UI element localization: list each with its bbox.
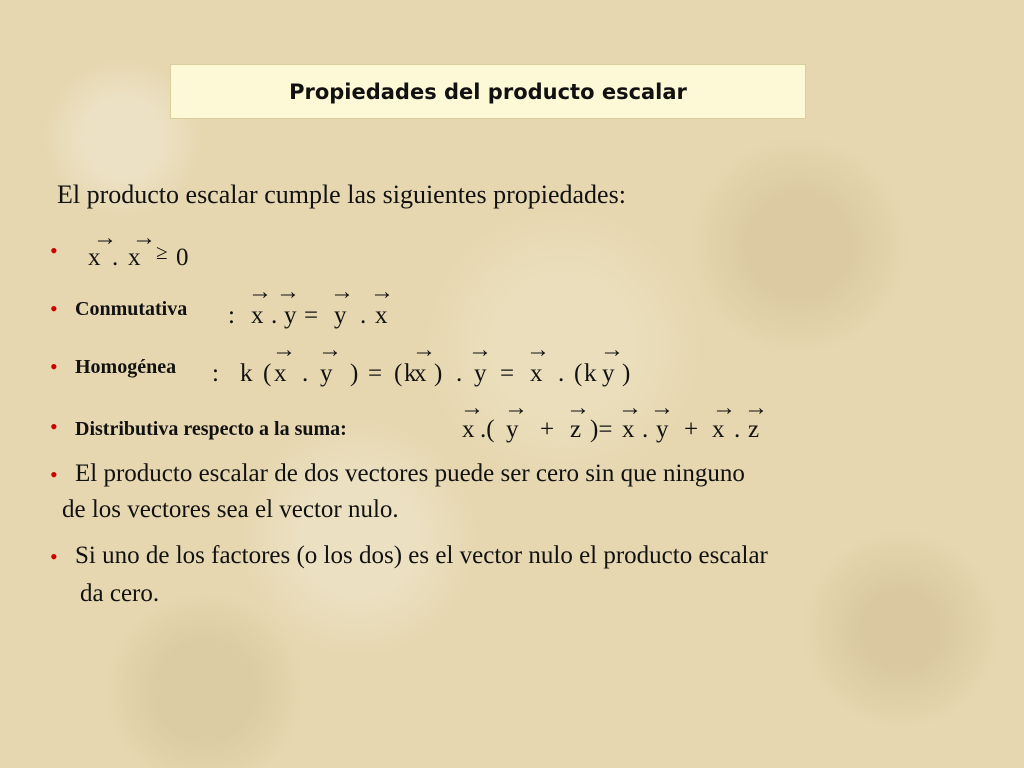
math-geq: ≥	[156, 240, 168, 264]
vector-arrow-icon: →	[468, 337, 492, 363]
slide-title: Propiedades del producto escalar	[289, 79, 687, 104]
vector-arrow-icon: →	[712, 395, 736, 421]
math-var-x: x	[251, 302, 264, 329]
math-scalar-k: k	[404, 360, 417, 387]
bullet-icon: •	[50, 296, 58, 321]
vector-arrow-icon: →	[744, 395, 768, 421]
vector-arrow-icon: →	[618, 395, 642, 421]
math-paren: (	[394, 360, 403, 387]
math-var-x: x	[128, 244, 141, 271]
math-var-y: y	[334, 302, 347, 329]
null-vector-line1: Si uno de los factores (o los dos) es el vector nulo el producto escalar	[75, 542, 768, 569]
math-paren: (	[574, 360, 583, 387]
vector-arrow-icon: →	[132, 225, 156, 251]
math-var-z: z	[570, 416, 582, 443]
math-zero: 0	[176, 244, 189, 271]
math-var-x: x	[462, 416, 475, 443]
math-scalar-k: k	[240, 360, 253, 387]
math-var-y: y	[320, 360, 333, 387]
math-paren-equals: )=	[590, 416, 613, 443]
vector-arrow-icon: →	[566, 395, 590, 421]
math-dot: .	[642, 416, 649, 443]
vector-arrow-icon: →	[600, 337, 624, 363]
math-colon: :	[212, 360, 219, 387]
vector-arrow-icon: →	[650, 395, 674, 421]
math-paren: )	[622, 360, 631, 387]
label-distributiva: Distributiva respecto a la suma:	[75, 418, 347, 440]
math-var-x: x	[274, 360, 287, 387]
math-colon: :	[228, 302, 235, 329]
math-dot: .	[302, 360, 309, 387]
math-var-y: y	[656, 416, 669, 443]
vector-arrow-icon: →	[526, 337, 550, 363]
vector-arrow-icon: →	[412, 337, 436, 363]
vector-arrow-icon: →	[248, 279, 272, 305]
math-var-y: y	[506, 416, 519, 443]
math-var-x: x	[88, 244, 101, 271]
math-dot: .	[734, 416, 741, 443]
math-dot: .	[360, 302, 367, 329]
math-plus: +	[684, 416, 699, 443]
bullet-icon: •	[50, 414, 58, 439]
math-plus: +	[540, 416, 555, 443]
math-equals: =	[304, 302, 319, 329]
vector-arrow-icon: →	[504, 395, 528, 421]
math-dot-paren: .(	[480, 416, 495, 443]
vector-arrow-icon: →	[330, 279, 354, 305]
vector-arrow-icon: →	[276, 279, 300, 305]
null-vector-line2: da cero.	[80, 580, 160, 607]
math-paren: )	[434, 360, 443, 387]
math-var-z: z	[748, 416, 760, 443]
vector-arrow-icon: →	[318, 337, 342, 363]
bullet-icon: •	[50, 544, 58, 569]
math-var-y: y	[474, 360, 487, 387]
math-var-x: x	[530, 360, 543, 387]
label-homogenea: Homogénea	[75, 356, 177, 378]
bullet-icon: •	[50, 462, 58, 487]
math-dot: .	[271, 302, 278, 329]
math-var-y: y	[284, 302, 297, 329]
vector-arrow-icon: →	[93, 225, 117, 251]
bullet-icon: •	[50, 238, 58, 263]
math-paren: )	[350, 360, 359, 387]
math-equals: =	[368, 360, 383, 387]
zero-product-line1: El producto escalar de dos vectores puede ser cero sin que ninguno	[75, 460, 745, 487]
vector-arrow-icon: →	[460, 395, 484, 421]
math-equals: =	[500, 360, 515, 387]
zero-product-line2: de los vectores sea el vector nulo.	[62, 496, 399, 523]
math-var-x: x	[414, 360, 427, 387]
math-var-x: x	[375, 302, 388, 329]
math-var-y: y	[602, 360, 615, 387]
label-conmutativa: Conmutativa	[75, 298, 188, 320]
vector-arrow-icon: →	[272, 337, 296, 363]
math-scalar-k: k	[584, 360, 597, 387]
slide-title-box	[170, 64, 806, 119]
math-dot: .	[558, 360, 565, 387]
math-var-x: x	[712, 416, 725, 443]
intro-text: El producto escalar cumple las siguientes propiedades:	[57, 180, 626, 209]
bullet-icon: •	[50, 354, 58, 379]
math-var-x: x	[622, 416, 635, 443]
math-paren: (	[263, 360, 272, 387]
math-dot: .	[456, 360, 463, 387]
vector-arrow-icon: →	[370, 279, 394, 305]
math-dot: .	[112, 244, 119, 271]
